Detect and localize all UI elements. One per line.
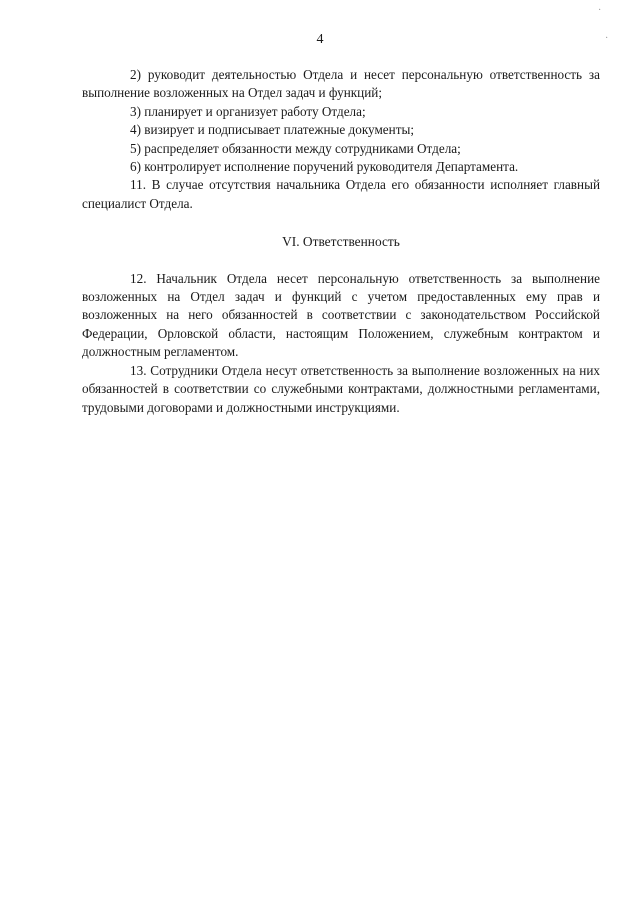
section-heading: VI. Ответственность bbox=[282, 234, 400, 250]
margin-mark: · bbox=[598, 5, 602, 16]
margin-mark: · bbox=[605, 33, 609, 44]
document-body bbox=[82, 66, 600, 417]
paragraph-13: 13. Сотрудники Отдела несут ответственность за выполнение возложенных на них обязанностей в соответствии со служебными контрактами, должностными регламентами, трудовыми договорами и должностными инструкциями. bbox=[82, 362, 600, 415]
list-item-2: 2) руководит деятельностью Отдела и несет персональную ответственность за выполнение возложенных на Отдел задач и функций; bbox=[82, 67, 600, 101]
list-item-4: 4) визирует и подписывает платежные документы; bbox=[130, 122, 414, 138]
list-item-6: 6) контролирует исполнение поручений руководителя Департамента. bbox=[130, 159, 519, 175]
paragraph-11: 11. В случае отсутствия начальника Отдела его обязанности исполняет главный специалист Отдела. bbox=[82, 177, 600, 211]
list-item-5: 5) распределяет обязанности между сотрудниками Отдела; bbox=[130, 140, 461, 156]
list-item-3: 3) планирует и организует работу Отдела; bbox=[130, 103, 366, 119]
page-number: 4 bbox=[316, 32, 324, 47]
paragraph-12: 12. Начальник Отдела несет персональную ответственность за выполнение возложенных на Отдел задач и функций с учетом предоставленных ему прав и возложенных на него обязанностей в соответствии с законодательством Российской Федерации, Орловской области, настоящим Положением, служебным контрактом и должностным регламентом. bbox=[82, 270, 600, 360]
